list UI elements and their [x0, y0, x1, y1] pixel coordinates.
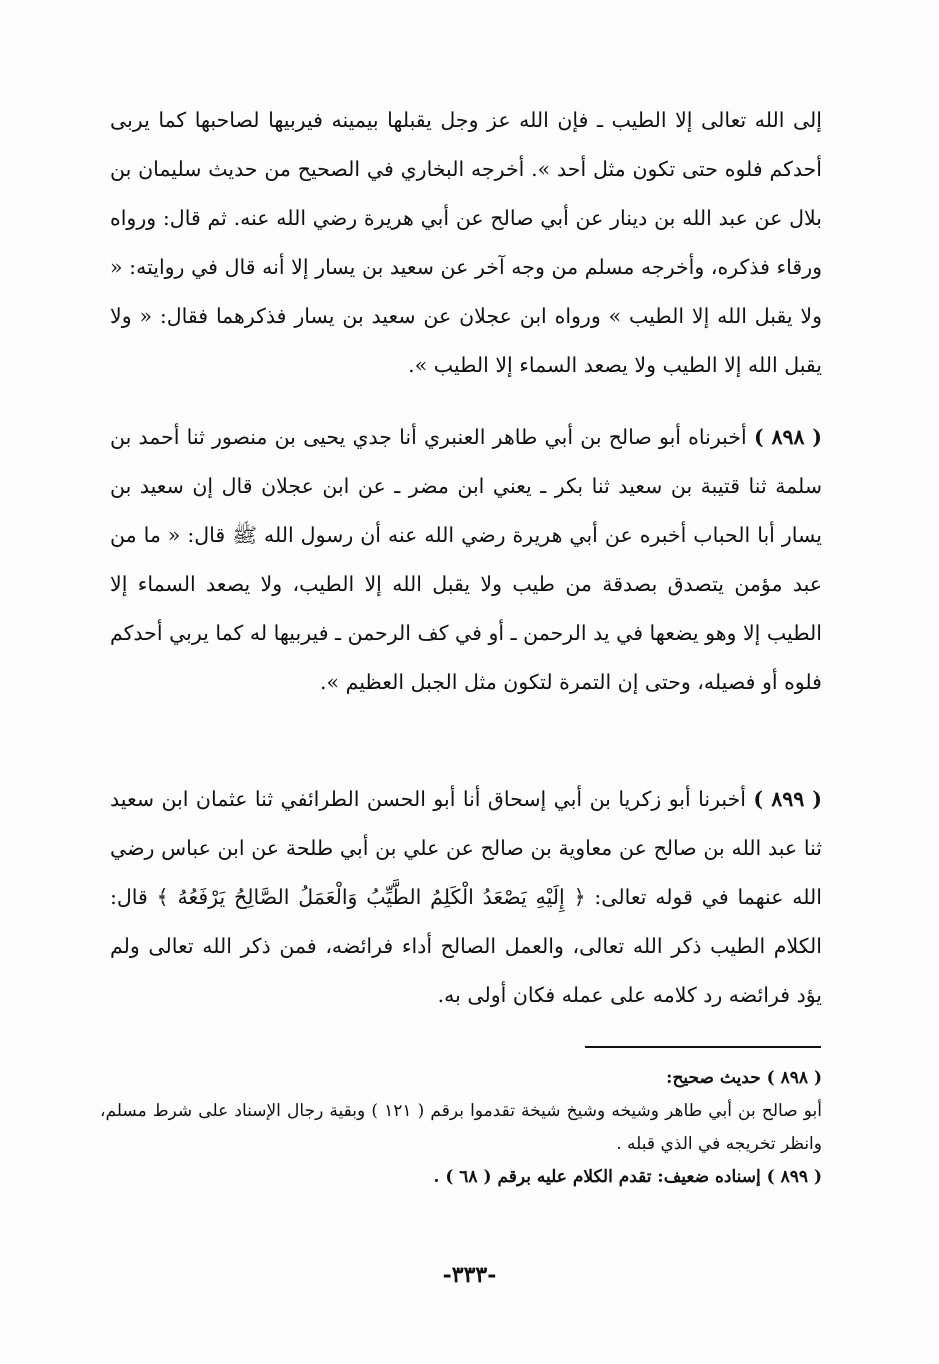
footnote-divider [585, 1046, 821, 1048]
hadith-899-paragraph [110, 775, 822, 1020]
paragraph-text: أخبرنا أبو زكريا بن أبي إسحاق أنا أبو الحسن الطرائفي ثنا عثمان ابن سعيد ثنا عبد الله بن صالح عن معاوية بن صالح عن علي بن أبي طلحة عن ابن عباس رضي الله عنهما في قوله تعالى: ﴿ إِلَيْهِ يَصْعَدُ الْكَلِمُ الطَّيِّبُ وَالْعَمَلُ الصَّالِحُ يَرْفَعُهُ ﴾ قال: الكلام الطيب ذكر الله تعالى، والعمل الصالح أداء فرائضه، فمن ذكر الله تعالى ولم يؤد فرائضه رد كلامه على عمله فكان أولى به. [110, 787, 822, 1007]
paragraph-text: أخبرناه أبو صالح بن أبي طاهر العنبري أنا جدي يحيى بن منصور ثنا أحمد بن سلمة ثنا قتيبة بن سعيد ثنا بكر ـ يعني ابن مضر ـ عن ابن عجلان قال إن سعيد بن يسار أبا الحباب أخبره عن أبي هريرة رضي الله عنه أن رسول الله ﷺ قال: « ما من عبد مؤمن يتصدق بصدقة من طيب ولا يقبل الله إلا الطيب، ولا يصعد السماء إلا الطيب إلا وهو يضعها في يد الرحمن ـ أو في كف الرحمن ـ فيربيها له كما يربي أحدكم فلوه أو فصيله، وحتى إن التمرة لتكون مثل الجبل العظيم ». [110, 425, 822, 694]
hadith-number: ( ٨٩٩ ) [753, 787, 823, 811]
footnotes [100, 1062, 822, 1194]
paragraph-text: إلى الله تعالى إلا الطيب ـ فإن الله عز وجل يقبلها بيمينه فيربيها لصاحبها كما يربى أحدكم فلوه حتى تكون مثل أحد ». أخرجه البخاري في الصحيح من حديث سليمان بن بلال عن عبد الله بن دينار عن أبي صالح عن أبي هريرة رضي الله عنه. ثم قال: ورواه ورقاء فذكره، وأخرجه مسلم من وجه آخر عن سعيد بن يسار إلا أنه قال في روايته: « ولا يقبل الله إلا الطيب » ورواه ابن عجلان عن سعيد بن يسار فذكرهما فقال: « ولا يقبل الله إلا الطيب ولا يصعد السماء إلا الطيب ». [110, 108, 822, 377]
footnote-898-heading: ( ٨٩٨ ) حديث صحيح: [666, 1068, 822, 1088]
page-number: -٣٣٣- [442, 1262, 497, 1288]
footnote-898-text: أبو صالح بن أبي طاهر وشيخه وشيخ شيخة تقدموا برقم ( ١٢١ ) وبقية رجال الإسناد على شرط مسلم، وانظر تخريجه في الذي قبله . [100, 1101, 822, 1154]
hadith-898-paragraph [110, 413, 822, 707]
hadith-number: ( ٨٩٨ ) [753, 425, 822, 449]
paragraph-continuation [110, 96, 822, 390]
footnote-899: ( ٨٩٩ ) إسناده ضعيف: تقدم الكلام عليه برقم ( ٦٨ ) . [433, 1167, 822, 1187]
